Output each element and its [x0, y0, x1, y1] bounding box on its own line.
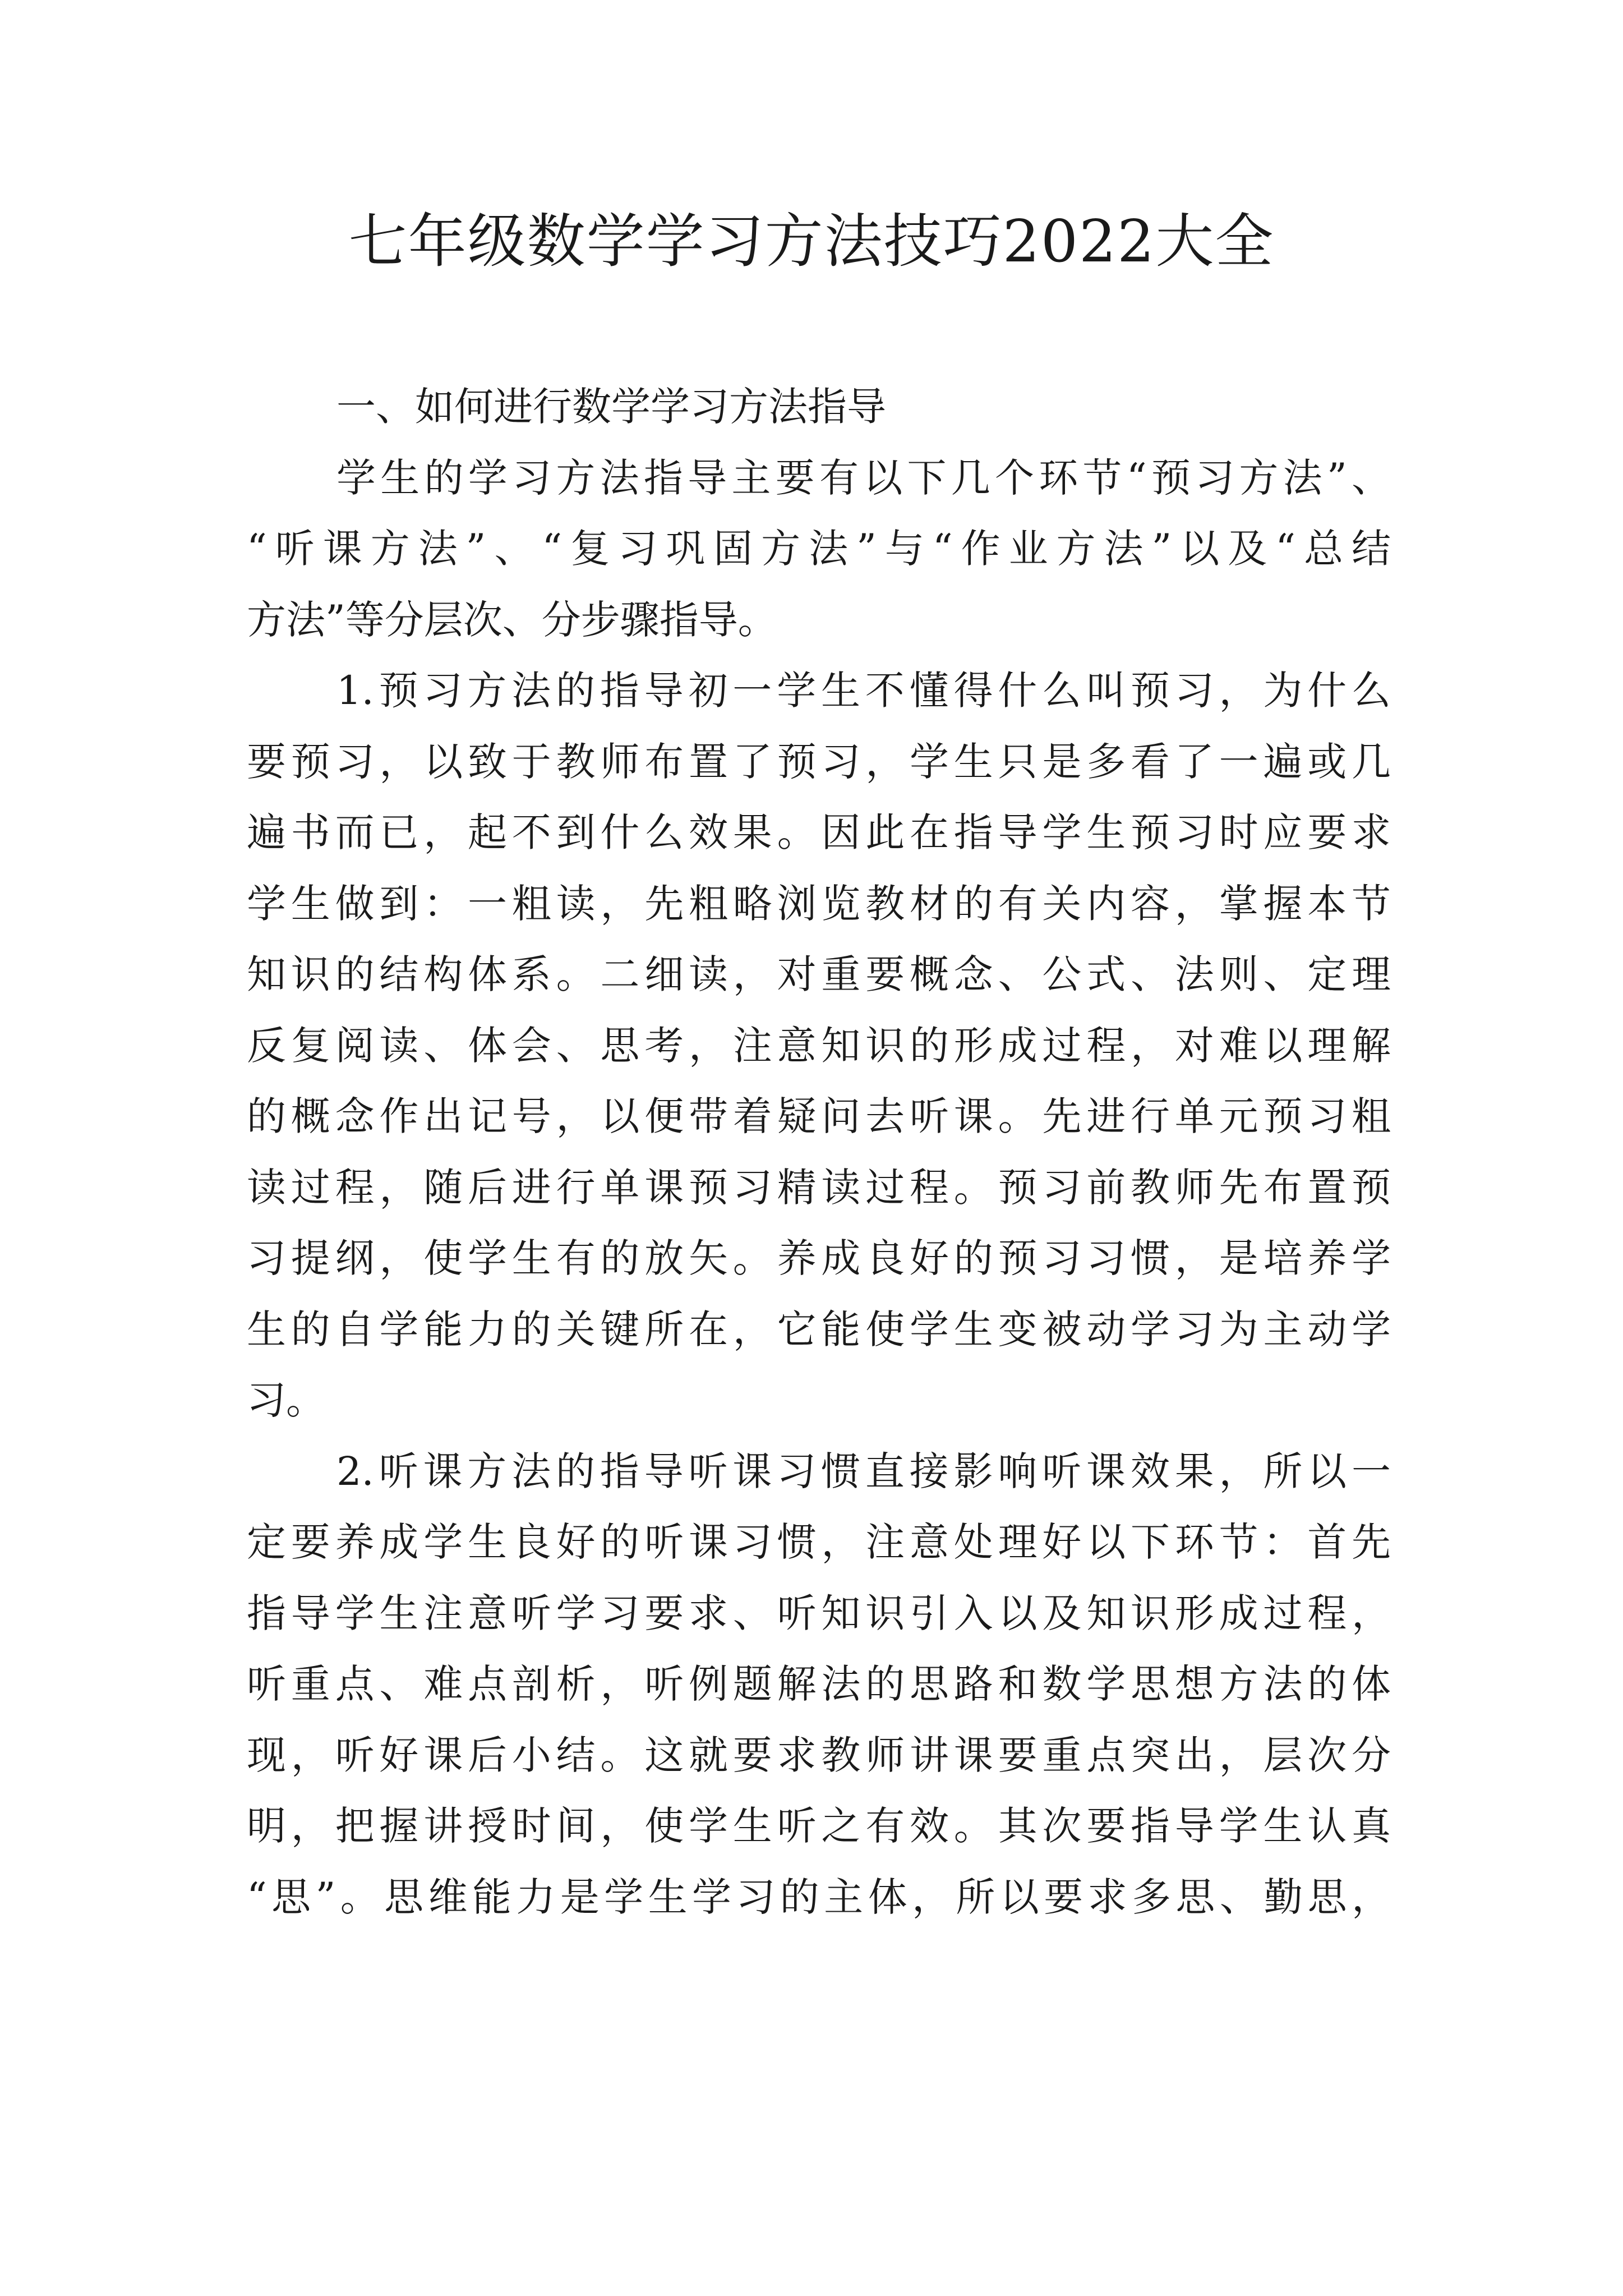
- body-line: 读过程，随后进行单课预习精读过程。预习前教师先布置预: [247, 1164, 1391, 1211]
- body-line: “听课方法”、“复习巩固方法”与“作业方法”以及“总结: [247, 526, 1391, 572]
- body-line: 反复阅读、体会、思考，注意知识的形成过程，对难以理解: [247, 1022, 1391, 1069]
- body-line: “思”。思维能力是学生学习的主体，所以要求多思、勤思，: [247, 1874, 1391, 1920]
- body-line: 知识的结构体系。二细读，对重要概念、公式、法则、定理: [247, 951, 1391, 997]
- body-line: 现，听好课后小结。这就要求教师讲课要重点突出，层次分: [247, 1732, 1391, 1778]
- body-line: 2.听课方法的指导听课习惯直接影响听课效果，所以一: [336, 1448, 1391, 1494]
- body-line: 的概念作出记号，以便带着疑问去听课。先进行单元预习粗: [247, 1093, 1391, 1139]
- body-line: 定要养成学生良好的听课习惯，注意处理好以下环节：首先: [247, 1519, 1391, 1565]
- body-line: 听重点、难点剖析，听例题解法的思路和数学思想方法的体: [247, 1661, 1391, 1707]
- body-line: 学生的学习方法指导主要有以下几个环节“预习方法”、: [336, 454, 1391, 501]
- body-line: 遍书而已，起不到什么效果。因此在指导学生预习时应要求: [247, 809, 1391, 855]
- body-line: 学生做到：一粗读，先粗略浏览教材的有关内容，掌握本节: [247, 880, 1391, 927]
- body-line: 明，把握讲授时间，使学生听之有效。其次要指导学生认真: [247, 1803, 1391, 1849]
- document-title: 七年级数学学习方法技巧2022大全: [348, 207, 1275, 275]
- body-line: 一、如何进行数学学习方法指导: [336, 384, 886, 430]
- body-line: 要预习，以致于教师布置了预习，学生只是多看了一遍或几: [247, 738, 1391, 785]
- body-line: 习提纲，使学生有的放矢。养成良好的预习习惯，是培养学: [247, 1235, 1391, 1281]
- body-line: 指导学生注意听学习要求、听知识引入以及知识形成过程，: [247, 1590, 1391, 1636]
- document-body: [247, 371, 1391, 1932]
- body-line: 1.预习方法的指导初一学生不懂得什么叫预习，为什么: [336, 668, 1391, 714]
- body-line: 习。: [247, 1377, 325, 1423]
- body-line: 方法”等分层次、分步骤指导。: [247, 596, 777, 643]
- body-line: 生的自学能力的关键所在，它能使学生变被动学习为主动学: [247, 1306, 1391, 1352]
